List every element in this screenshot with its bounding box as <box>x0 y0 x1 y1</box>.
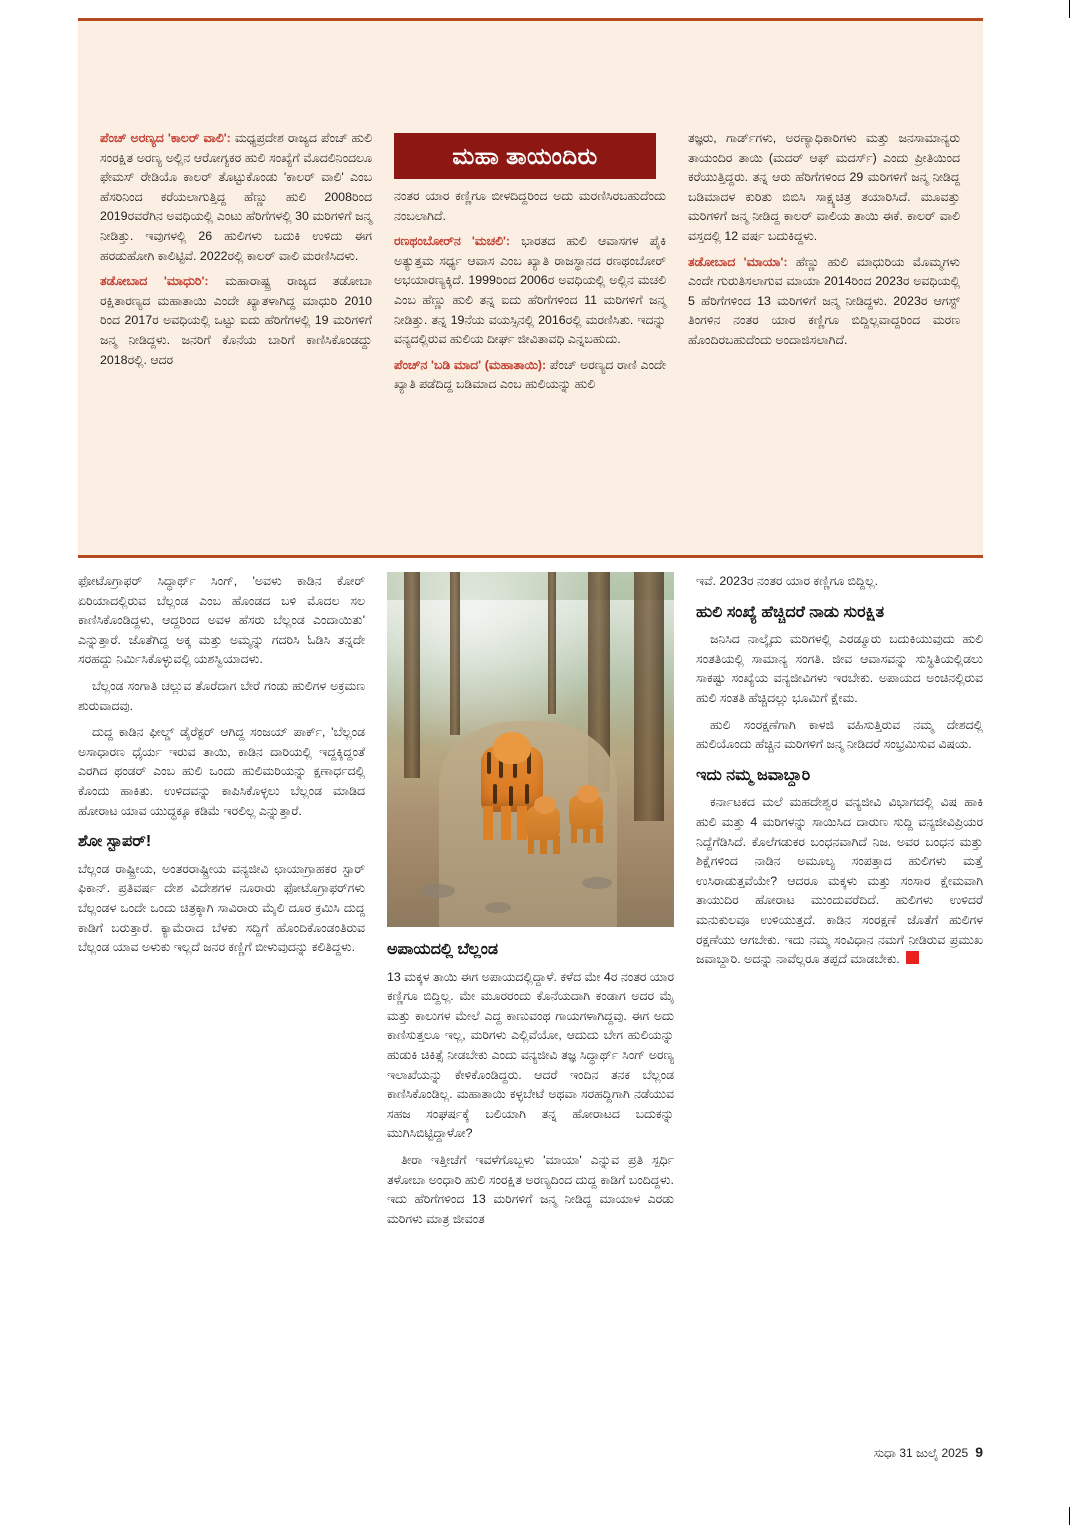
tiger-cub <box>522 796 566 854</box>
body-paragraph: ಫೋಟೊಗ್ರಾಫರ್ ಸಿದ್ಧಾರ್ಥ್ ಸಿಂಗ್, 'ಅವಳು ಕಾಡಿನ ಕೋರ್ ಏರಿಯಾದಲ್ಲಿರುವ ಬೆಲ್ಲಂಡ ಎಂಬ ಹೊಂಡದ ಬಳಿ ಮೊದಲ ಸಲ ಕಾಣಿಸಿಕೊಂಡಿದ್ದಳು, ಆದ್ದರಿಂದ ಅವಳ ಹೆಸರು ಬೆಲ್ಲಂಡ ಎಂದಾಯಿತು' ಎನ್ನುತ್ತಾರೆ. ಜೊತೆಗಿದ್ದ ಅಕ್ಕ ಮತ್ತು ಅಮ್ಮನ್ನು ಗದರಿಸಿ ಓಡಿಸಿ ತನ್ನದೇ ಸರಹದ್ದು ನಿರ್ಮಿಸಿಕೊಳ್ಳುವಲ್ಲಿ ಯಶಸ್ವಿಯಾದಳು. <box>78 574 365 667</box>
highlight-paragraph <box>100 272 372 370</box>
subheading-our-responsibility: ಇದು ನಮ್ಮ ಜವಾಬ್ದಾರಿ <box>696 766 811 784</box>
lead-in-label: ರಣಥಂಬೋರ್‌ನ 'ಮಚಲಿ': <box>394 234 511 249</box>
paragraph-text: ಕರ್ನಾಟಕದ ಮಲೆ ಮಹದೇಶ್ವರ ವನ್ಯಜೀವಿ ವಿಭಾಗದಲ್ಲಿ ವಿಷ ಹಾಕಿ ಹುಲಿ ಮತ್ತು 4 ಮರಿಗಳನ್ನು ಸಾಯಿಸಿದ ದಾರುಣ ಸುದ್ದಿ ವನ್ಯಜೀವಿಪ್ರಿಯರ ನಿದ್ದೆಗೆಡಿಸಿದೆ. ಕೊಲೆಗಡುಕರ ಬಂಧನವಾಗಿದೆ ನಿಜ. ಅವರ ಬಂಧನ ಮತ್ತು ಶಿಕ್ಷೆಗಳಿಂದ ನಾಡಿನ ಅಮೂಲ್ಯ ಸಂಪತ್ತಾದ ಹುಲಿಗಳು ಮತ್ತೆ ಉಸಿರಾಡುತ್ತವೆಯೇ? ಆದರೂ ಮಕ್ಕಳು ಮತ್ತು ಸಂಸಾರ ಕ್ಷೇಮವಾಗಿ ತಾಯುದಿರ ಹೋರಾಟ ಮುಂದುವರೆದಿದೆ. ಹುಲಿಗಳು ಉಳಿದರೆ ಮನುಕುಲವೂ ಉಳಿಯುತ್ತದೆ. ಕಾಡಿನ ಸಂರಕ್ಷಣೆ ಜೊತೆಗೆ ಹುಲಿಗಳ ರಕ್ಷಣೆಯು ಆಗಬೇಕು. ಇದು ನಮ್ಮ ಸಂವಿಧಾನ ನಮಗೆ ನೀಡಿರುವ ಪ್ರಮುಖ ಜವಾಬ್ದಾರಿ. ಅದನ್ನು ನಾವೆಲ್ಲರೂ ತಪ್ಪದೆ ಮಾಡಬೇಕು. <box>696 795 983 967</box>
lead-in-label: ಪೆಂಚ್‌ನ 'ಬಡಿ ಮಾದ' (ಮಹಾತಾಯಿ): <box>394 357 547 372</box>
body-paragraph: ಇವೆ. 2023ರ ನಂತರ ಯಾರ ಕಣ್ಣಿಗೂ ಬಿದ್ದಿಲ್ಲ. <box>696 574 879 588</box>
end-of-article-marker <box>906 951 919 964</box>
highlight-column-1 <box>100 129 372 401</box>
tiger-stripe <box>493 784 497 804</box>
page-number: 9 <box>975 1444 983 1460</box>
article-column-3 <box>696 572 983 1236</box>
highlight-box <box>78 18 983 558</box>
footer-issue-text: ಸುಧಾ 31 ಜುಲೈ 2025 <box>873 1446 969 1460</box>
page-footer <box>874 1444 983 1461</box>
lead-in-label: ಪೆಂಚ್ ಅರಣ್ಯದ 'ಕಾಲರ್ ವಾಲಿ': <box>100 131 231 145</box>
cub-head <box>577 785 599 803</box>
highlight-column-3 <box>688 129 960 401</box>
paragraph-text: ಭಾರತದ ಹುಲಿ ಆವಾಸಗಳ ಪೈಕಿ ಅತ್ಯುತ್ತಮ ಸರ್ಧ್ಯ ಆವಾಸ ಎಂಬ ಖ್ಯಾತಿ ರಾಜಸ್ಥಾನದ ರಣಥಂಬೋರ್ ಅಭಯಾರಣ್ಯಕ್ಕಿದೆ. 1999ರಿಂದ 2006ರ ಅವಧಿಯಲ್ಲಿ ಅಲ್ಲಿನ ಮಚಲಿ ಎಂಬ ಹೆಣ್ಣು ಹುಲಿ ತನ್ನ ಐದು ಹೆರಿಗೆಗಳಿಂದ 11 ಮರಿಗಳಿಗೆ ಜನ್ಮ ನೀಡಿತ್ತು. ತನ್ನ 19ನೆಯ ವಯಸ್ಸಿನಲ್ಲಿ 2016ರಲ್ಲಿ ಮರಣಿಸಿತು. ಇದನ್ನು ವನ್ಯದಲ್ಲಿರುವ ಹುಲಿಯ ದೀರ್ಘ ಜೀವಿತಾವಧಿ ಎನ್ನಬಹುದು. <box>394 234 666 347</box>
body-paragraph: ಬೆಲ್ಲಂಡ ಸಂಗಾತಿ ಚಲ್ಲುವ ತೊರೆದಾಗ ಬೇರೆ ಗಂಡು ಹುಲಿಗಳ ಅಕ್ರಮಣ ಶುರುವಾದವು. <box>78 678 365 713</box>
body-paragraph: ಬೆಲ್ಲಂಡ ರಾಷ್ಟ್ರೀಯ, ಅಂತರರಾಷ್ಟ್ರೀಯ ವನ್ಯಜೀವಿ ಛಾಯಾಗ್ರಾಹಕರ ಸ್ಟಾರ್ ಫಿಕಾನ್. ಪ್ರತಿವರ್ಷ ದೇಶ ವಿದೇಶಗಳ ನೂರಾರು ಫೋಟೊಗ್ರಾಫರ್‌ಗಳು ಬೆಲ್ಲಂಡಳ ಒಂದೇ ಒಂದು ಚಿತ್ರಕ್ಕಾಗಿ ಸಾವಿರಾರು ಮೈಲಿ ದೂರ ಕ್ರಮಿಸಿ ದುದ್ದ ಕಾಡಿಗೆ ಬರುತ್ತಾರೆ. ಕ್ಯಾಮೆರಾದ ಬೆಳಕು ಸದ್ದಿಗೆ ಹೊಂದಿಕೊಂಡಂತಿರುವ ಬೆಲ್ಲಂಡ ಯಾವ ಅಳುಕು ಇಲ್ಲದೆ ಜನರ ಕಣ್ಣಿಗೆ ಬೀಳುವುದನ್ನು ಕಲಿತಿದ್ದಳು. <box>78 861 365 955</box>
highlight-paragraph <box>688 253 960 351</box>
photo-background <box>387 572 674 927</box>
paragraph-text: ಮಧ್ಯಪ್ರದೇಶ ರಾಜ್ಯದ ಪೆಂಚ್ ಹುಲಿ ಸಂರಕ್ಷಿತ ಅರಣ್ಯ ಅಲ್ಲಿನ ಆರೋಗ್ಯಕರ ಹುಲಿ ಸಂಖ್ಯೆಗೆ ಮೊದಲಿನಿಂದಲೂ ಫೇಮಸ್ ರೇಡಿಯೊ ಕಾಲರ್ ತೊಟ್ಟುಕೊಂಡು 'ಕಾಲರ್ ವಾಲಿ' ಎಂಬ ಹೆಸರಿನಿಂದ ಕರೆಯಲಾಗುತ್ತಿದ್ದ ಹೆಣ್ಣು ಹುಲಿ 2008ರಿಂದ 2019ರವರೆಗಿನ ಅವಧಿಯಲ್ಲಿ ಎಂಟು ಹೆರಿಗೆಗಳಲ್ಲಿ 30 ಮರಿಗಳಿಗೆ ಜನ್ಮ ನೀಡಿತ್ತು. ಇವುಗಳಲ್ಲಿ 26 ಹುಲಿಗಳು ಬದುಕಿ ಉಳಿದು ಈಗ ಹರಡುಹೋಗಿ ಕಾಲಿಟ್ಟಿವೆ. 2022ರಲ್ಲಿ ಕಾಲರ್ ವಾಲಿ ಮರಣಿಸಿದಳು. <box>100 131 372 263</box>
cub-legs <box>528 836 560 854</box>
highlight-paragraph <box>394 187 666 226</box>
tree-trunk <box>548 572 556 714</box>
tiger-head <box>493 732 531 764</box>
body-paragraph: ತೀರಾ ಇತ್ತೀಚೆಗೆ ಇವಳೆಗೊಬ್ಬಳು 'ಮಾಯಾ' ಎನ್ನುವ ಪ್ರತಿ ಸ್ಪರ್ಧಿ ತಳೋಬಾ ಅಂಧಾರಿ ಹುಲಿ ಸಂರಕ್ಷಿತ ಅರಣ್ಯದಿಂದ ದುದ್ದ ಕಾಡಿಗೆ ಬಂದಿದ್ದಳು. ಇದು ಹೆರಿಗೆಗಳಿಂದ 13 ಮರಿಗಳಿಗೆ ಜನ್ಮ ನೀಡಿದ್ದ ಮಾಯಾಳ ಎರಡು ಮರಿಗಳು ಮಾತ್ರ ಜೀವಂತ <box>387 1152 674 1226</box>
body-paragraph: 13 ಮಕ್ಕಳ ತಾಯಿ ಈಗ ಅಪಾಯದಲ್ಲಿದ್ದಾಳೆ. ಕಳೆದ ಮೇ 4ರ ನಂತರ ಯಾರ ಕಣ್ಣಿಗೂ ಬಿದ್ದಿಲ್ಲ. ಮೇ ಮೂರರಂದು ಕೊನೆಯದಾಗಿ ಕಂಡಾಗ ಅದರ ಮೈ ಮತ್ತು ಕಾಲುಗಳ ಮೇಲೆ ಎದ್ದ ಕಾಣುವಂಥ ಗಾಯಗಳಾಗಿದ್ದವು. ಈಗ ಅದು ಕಾಣಿಸುತ್ತಲೂ ಇಲ್ಲ, ಮರಿಗಳು ಎಲ್ಲಿವೆಯೋ, ಆದುದು ಬೇಗ ಹುಲಿಯನ್ನು ಹುಡುಕಿ ಚಿಕಿತ್ಸೆ ನೀಡಬೇಕು ಎಂದು ವನ್ಯಜೀವಿ ತಜ್ಞ ಸಿದ್ಧಾರ್ಥ್ ಸಿಂಗ್ ಅರಣ್ಯ ಇಲಾಖೆಯನ್ನು ಕೇಳಿಕೊಂಡಿದ್ದರು. ಆದರೆ ಇಂದಿನ ತನಕ ಬೆಲ್ಲಂಡ ಕಾಣಿಸಿಕೊಂಡಿಲ್ಲ. ಮಹಾತಾಯಿ ಕಳ್ಳಬೇಟೆ ಅಥವಾ ಸರಹದ್ದಿಗಾಗಿ ನಡೆಯುವ ಸಹಜ ಸಂಘರ್ಷಕ್ಕೆ ಬಲಿಯಾಗಿ ತನ್ನ ಹೋರಾಟದ ಬದುಕನ್ನು ಮುಗಿಸಿಬಿಟ್ಟಿದ್ದಾಳೋ? <box>387 969 674 1141</box>
tiger-photo <box>387 572 674 927</box>
highlight-box-columns <box>100 129 962 401</box>
lead-in-label: ತಡೋಬಾದ 'ಮಾಧುರಿ': <box>100 274 209 289</box>
tree-trunk <box>634 572 664 821</box>
article-column-1 <box>78 572 365 1236</box>
article-body <box>78 572 983 1236</box>
subheading-bellanda-in-danger: ಅಪಾಯದಲ್ಲಿ ಬೆಲ್ಲಂಡ <box>387 941 499 958</box>
body-paragraph <box>696 793 983 969</box>
article-column-2 <box>387 572 674 1236</box>
rock <box>485 902 511 913</box>
tiger-cub <box>565 785 609 843</box>
lead-in-label: ತಡೋಬಾದ 'ಮಾಯಾ': <box>688 254 788 269</box>
subheading-show-stopper: ಶೋ ಸ್ಟಾಪರ್! <box>78 833 152 851</box>
body-paragraph: ಹುಲಿ ಸಂರಕ್ಷಣೆಗಾಗಿ ಕಾಳಜಿ ವಹಿಸುತ್ತಿರುವ ನಮ್ಮ ದೇಶದಲ್ಲಿ ಹುಲಿಯೊಂದು ಹೆಚ್ಚಿನ ಮರಿಗಳಿಗೆ ಜನ್ಮ ನೀಡಿದರೆ ಸಂಭ್ರಮಿಸುವ ವಿಷಯ. <box>696 717 983 752</box>
paragraph-text: ನಂತರ ಯಾರ ಕಣ್ಣಿಗೂ ಬೀಳದಿದ್ದರಿಂದ ಅದು ಮರಣಿಸಿರಬಹುದೆಂದು ನಂಬಲಾಗಿದೆ. <box>394 189 666 223</box>
highlight-paragraph <box>688 129 960 247</box>
paragraph-text: ತಜ್ಞರು, ಗಾರ್ಡ್‌ಗಳು, ಅರಣ್ಯಾಧಿಕಾರಿಗಳು ಮತ್ತು ಜನಸಾಮಾನ್ಯರು ತಾಯಂದಿರ ತಾಯಿ (ಮದರ್ ಆಫ್ ಮದರ್ಸ್) ಎಂದು ಪ್ರೀತಿಯಿಂದ ಕರೆಯುತ್ತಿದ್ದರು. ತನ್ನ ಆರು ಹೆರಿಗೆಗಳಿಂದ 29 ಮರಿಗಳಿಗೆ ಜನ್ಮ ನೀಡಿದ್ದ ಬಡಿಮಾದಳ ಕುರಿತು ಬಿಬಿಸಿ ಸಾಕ್ಷ್ಯಚಿತ್ರ ತಯಾರಿಸಿದೆ. ಮೂವತ್ತು ಮರಿಗಳಿಗೆ ಜನ್ಮ ನೀಡಿದ್ದ ಕಾಲರ್ ವಾಲಿಯ ತಾಯಿ ಈಕೆ. ಕಾಲರ್ ವಾಲಿ ವಸ್ತದಲ್ಲಿ 12 ವರ್ಷ ಬದುಕಿದ್ದಳು. <box>688 131 960 243</box>
cub-head <box>534 796 556 814</box>
paragraph-text: ಹೆಣ್ಣು ಹುಲಿ ಮಾಧುರಿಯ ಮೊಮ್ಮಗಳು ಎಂದೇ ಗುರುತಿಸಲಾಗುವ ಮಾಯಾ 2014ರಿಂದ 2023ರ ಅವಧಿಯಲ್ಲಿ 5 ಹೆರಿಗೆಗಳಿಂದ 13 ಮರಿಗಳಿಗೆ ಜನ್ಮ ನೀಡಿದ್ದಳು. 2023ರ ಆಗಸ್ಟ್ ತಿಂಗಳಿನ ನಂತರ ಯಾರ ಕಣ್ಣಿಗೂ ಬಿದ್ದಿಲ್ಲವಾದ್ದರಿಂದ ಮರಣ ಹೊಂದಿರಬಹುದೆಂದು ಅಂದಾಜಿಸಲಾಗಿದೆ. <box>688 254 960 347</box>
highlight-paragraph <box>100 129 372 266</box>
cub-legs <box>571 825 603 843</box>
tiger-stripe <box>487 752 491 774</box>
body-paragraph: ಜನಿಸಿದ ನಾಲ್ಕೈದು ಮರಿಗಳಲ್ಲಿ ಎರಡ್ಮೂರು ಬದುಕಿಯುವುದು ಹುಲಿ ಸಂತತಿಯಲ್ಲಿ ಸಾಮಾನ್ಯ ಸಂಗತಿ. ಜೀವ ಆವಾಸವನ್ನು ಸುಸ್ಥಿತಿಯಲ್ಲಿಡಲು ಸಾಕಷ್ಟು ಸಂಖ್ಯೆಯ ವನ್ಯಜೀವಿಗಳು ಇರಬೇಕು. ಅಪಾಯದ ಅಂಚಿನಲ್ಲಿರುವ ಹುಲಿ ಸಂತತಿ ಹೆಚ್ಚಿದಲ್ಲು ಭೂಮಿಗೆ ಕ್ಷೇಮ. <box>696 632 983 705</box>
tree-trunk <box>404 572 420 778</box>
paragraph-text: ಪೆಂಚ್ ಅರಣ್ಯದ ರಾಣಿ ಎಂದೇ ಖ್ಯಾತಿ ಪಡೆದಿದ್ದ ಬಡಿಮಾದ ಎಂಬ ಹುಲಿಯನ್ನು ಹುಲಿ <box>394 357 667 392</box>
highlight-paragraph <box>394 356 666 395</box>
subheading-tiger-population: ಹುಲಿ ಸಂಖ್ಯೆ ಹೆಚ್ಚಿದರೆ ನಾಡು ಸುರಕ್ಷಿತ <box>696 603 885 621</box>
section-banner-title: ಮಹಾ ತಾಯಂದಿರು <box>452 142 598 169</box>
body-paragraph: ದುದ್ದ ಕಾಡಿನ ಫೀಲ್ಡ್ ಡೈರೆಕ್ಟರ್ ಆಗಿದ್ದ ಸಂಜಯ್ ಪಾರ್ಕ್, 'ಬೆಲ್ಲಂಡ ಅಸಾಧಾರಣ ಧೈರ್ಯ ಇರುವ ತಾಯಿ, ಕಾಡಿನ ದಾರಿಯಲ್ಲಿ ಇದ್ದಕ್ಕಿದ್ದಂತೆ ಎರಗಿದ ಥಂಡರ್ ಎಂಬ ಹುಲಿ ಒಂದು ಹುಲಿಮರಿಯನ್ನು ಕ್ಷಣಾರ್ಧದಲ್ಲಿ ಕೊಂದು ಹಾಕಿತು. ಉಳಿದವನ್ನು ಕಾಪಿಸಿಕೊಳ್ಳಲು ಬೆಲ್ಲಂಡ ಮಾಡಿದ ಹೋರಾಟ ಯಾವ ಯುದ್ಧಕ್ಕೂ ಕಡಿಮೆ ಇರಲಿಲ್ಲ ಎನ್ನುತ್ತಾರೆ. <box>78 725 365 818</box>
tiger-stripe <box>509 786 513 806</box>
highlight-column-2 <box>394 129 666 401</box>
tree-trunk <box>450 572 460 735</box>
paragraph-text: ಮಹಾರಾಷ್ಟ್ರ ರಾಜ್ಯದ ತಡೋಬಾ ರಕ್ಷಿತಾರಣ್ಯದ ಮಹಾತಾಯಿ ಎಂದೇ ಖ್ಯಾತಳಾಗಿದ್ದ ಮಾಧುರಿ 2010 ರಿಂದ 2017ರ ಅವಧಿಯಲ್ಲಿ ಒಟ್ಟು ಐದು ಹೆರಿಗೆಗಳಲ್ಲಿ 19 ಮರಿಗಳಿಗೆ ಜನ್ಮ ನೀಡಿದ್ದಳು. ಜನರಿಗೆ ಕೊನೆಯ ಬಾರಿಗೆ ಕಾಣಿಸಿಕೊಂಡದ್ದು 2018ರಲ್ಲಿ. ಆದರ <box>100 274 372 367</box>
highlight-paragraph <box>394 232 666 350</box>
